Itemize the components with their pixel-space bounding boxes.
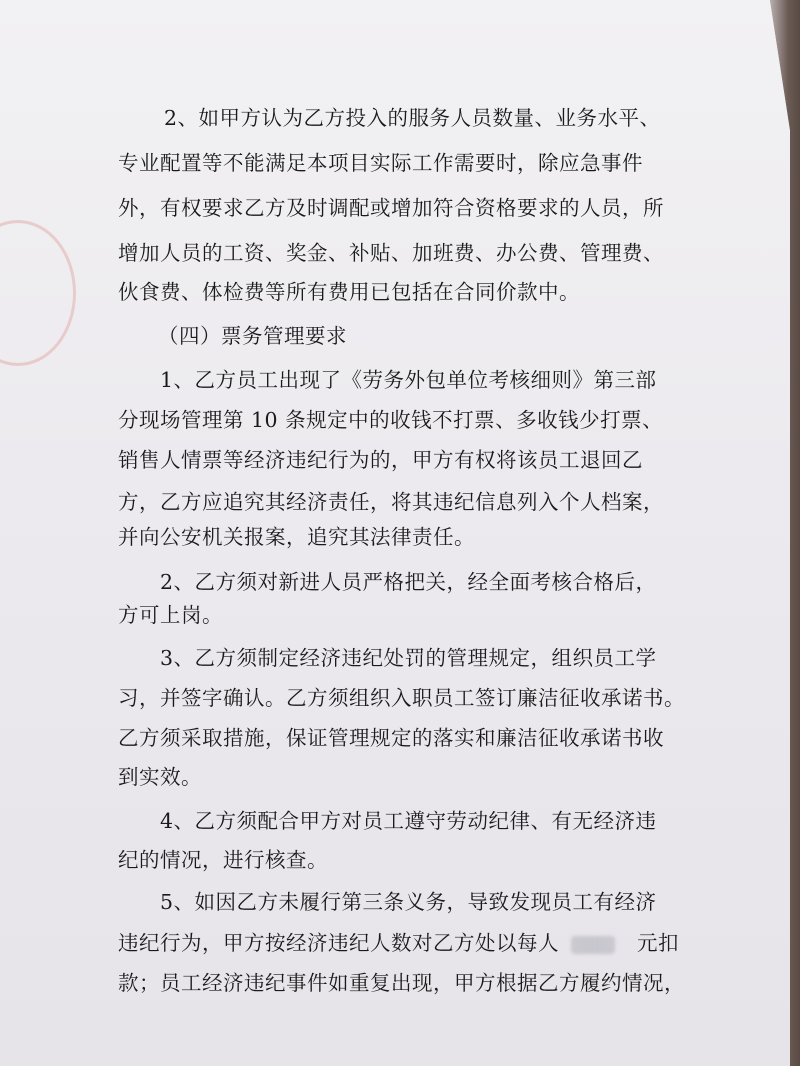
text-line: 纪的情况，进行核查。: [118, 848, 328, 872]
text-line: 并向公安机关报案，追究其法律责任。: [118, 525, 475, 549]
section-heading: （四）票务管理要求: [158, 324, 347, 348]
text-line: 销售人情票等经济违纪行为的，甲方有权将该员工退回乙: [118, 448, 643, 472]
text-line: 习，并签字确认。乙方须组织入职员工签订廉洁征收承诺书。: [118, 686, 685, 710]
text-line: 伙食费、体检费等所有费用已包括在合同价款中。: [118, 280, 580, 304]
text-line: 增加人员的工资、奖金、补贴、加班费、办公费、管理费、: [118, 241, 664, 265]
text-line: 外，有权要求乙方及时调配或增加符合资格要求的人员，所: [118, 196, 664, 220]
text-line: [118, 926, 679, 956]
text-line: 1、乙方员工出现了《劳务外包单位考核细则》第三部: [160, 368, 657, 392]
redacted-amount: [571, 936, 615, 954]
text-line: 分现场管理第 10 条规定中的收钱不打票、多收钱少打票、: [118, 408, 664, 432]
text-line: 方，乙方应追究其经济责任，将其违纪信息列入个人档案，: [118, 490, 664, 514]
text-line: 2、如甲方认为乙方投入的服务人员数量、业务水平、: [164, 106, 661, 130]
text-line: 方可上岗。: [118, 603, 223, 627]
text-line: 5、如因乙方未履行第三条义务，导致发现员工有经济: [160, 890, 657, 914]
text-line: 款；员工经济违纪事件如重复出现，甲方根据乙方履约情况，: [118, 971, 685, 995]
text-line: 到实效。: [118, 765, 202, 789]
text-line: 3、乙方须制定经济违纪处罚的管理规定，组织员工学: [160, 646, 657, 670]
text-line: 2、乙方须对新进人员严格把关，经全面考核合格后，: [160, 570, 657, 594]
text-line: 乙方须采取措施，保证管理规定的落实和廉洁征收承诺书收: [118, 726, 664, 750]
text-line: 专业配置等不能满足本项目实际工作需要时，除应急事件: [118, 151, 643, 175]
text-line-end: 元扣: [637, 931, 679, 955]
text-line: 4、乙方须配合甲方对员工遵守劳动纪律、有无经济违: [160, 809, 657, 833]
text-line-start: 违纪行为，甲方按经济违纪人数对乙方处以每人: [118, 931, 559, 955]
